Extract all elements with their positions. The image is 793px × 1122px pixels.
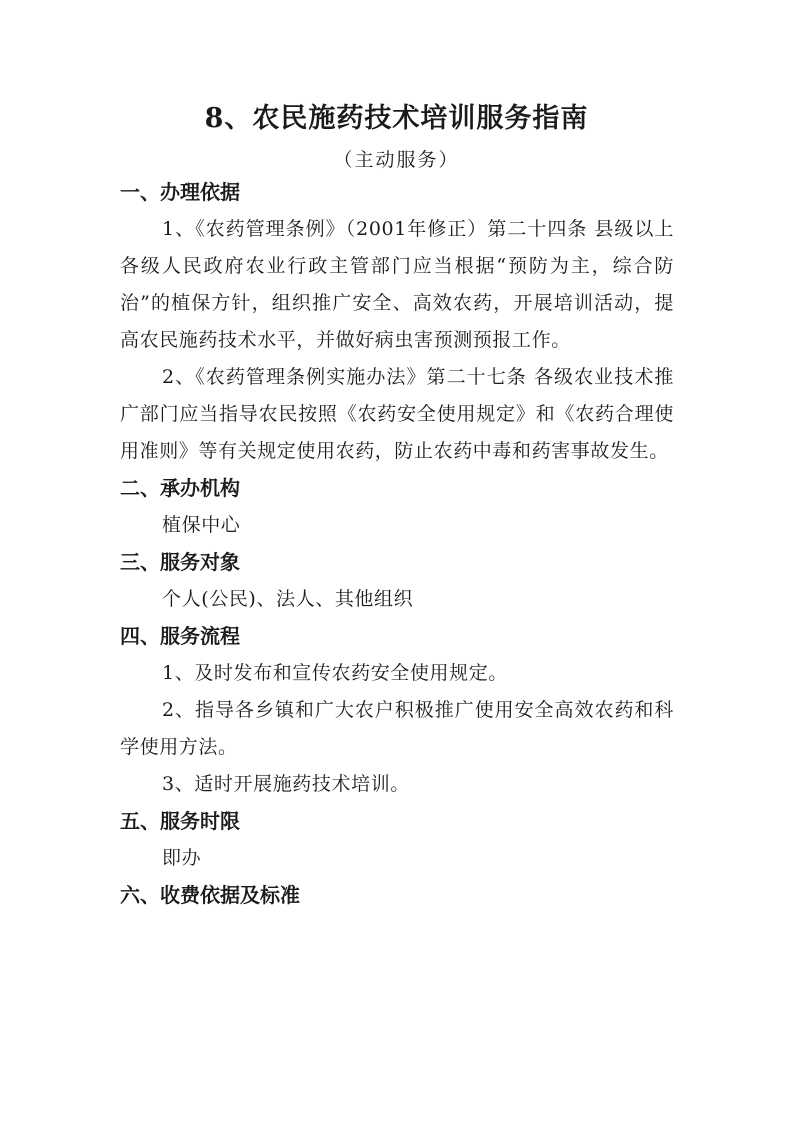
section-heading-process: 四、服务流程 [120,624,240,648]
process-step-3: 3、适时开展施药技术培训。 [162,773,410,795]
document-body [120,174,674,914]
basis-paragraph-2: 2、《农药管理条例实施办法》第二十七条 各级农业技术推广部门应当指导农民按照《农药安全使用规定》和《农药合理使用准则》等有关规定使用农药，防止农药中毒和药害事故发生。 [120,366,674,462]
time-limit-text: 即办 [162,847,202,869]
section-heading-time-limit: 五、服务时限 [120,809,240,833]
process-step-1: 1、及时发布和宣传农药安全使用规定。 [162,662,508,684]
section-heading-agency: 二、承办机构 [120,476,240,500]
document-subtitle: （主动服务） [333,149,460,171]
process-step-2: 2、指导各乡镇和广大农户积极推广使用安全高效农药和科学使用方法。 [120,699,674,758]
section-heading-fees: 六、收费依据及标准 [120,883,300,907]
section-heading-basis: 一、办理依据 [120,180,240,204]
audience-text: 个人(公民)、法人、其他组织 [162,588,414,610]
agency-text: 植保中心 [162,514,241,536]
basis-paragraph-1: 1、《农药管理条例》（2001年修正）第二十四条 县级以上各级人民政府农业行政主管部门应当根据“预防为主，综合防治”的植保方针，组织推广安全、高效农药，开展培训活动，提高农民施药技术水平，并做好病虫害预测预报工作。 [120,218,674,351]
section-heading-audience: 三、服务对象 [120,550,240,574]
document-title: 8、农民施药技术培训服务指南 [204,103,589,134]
